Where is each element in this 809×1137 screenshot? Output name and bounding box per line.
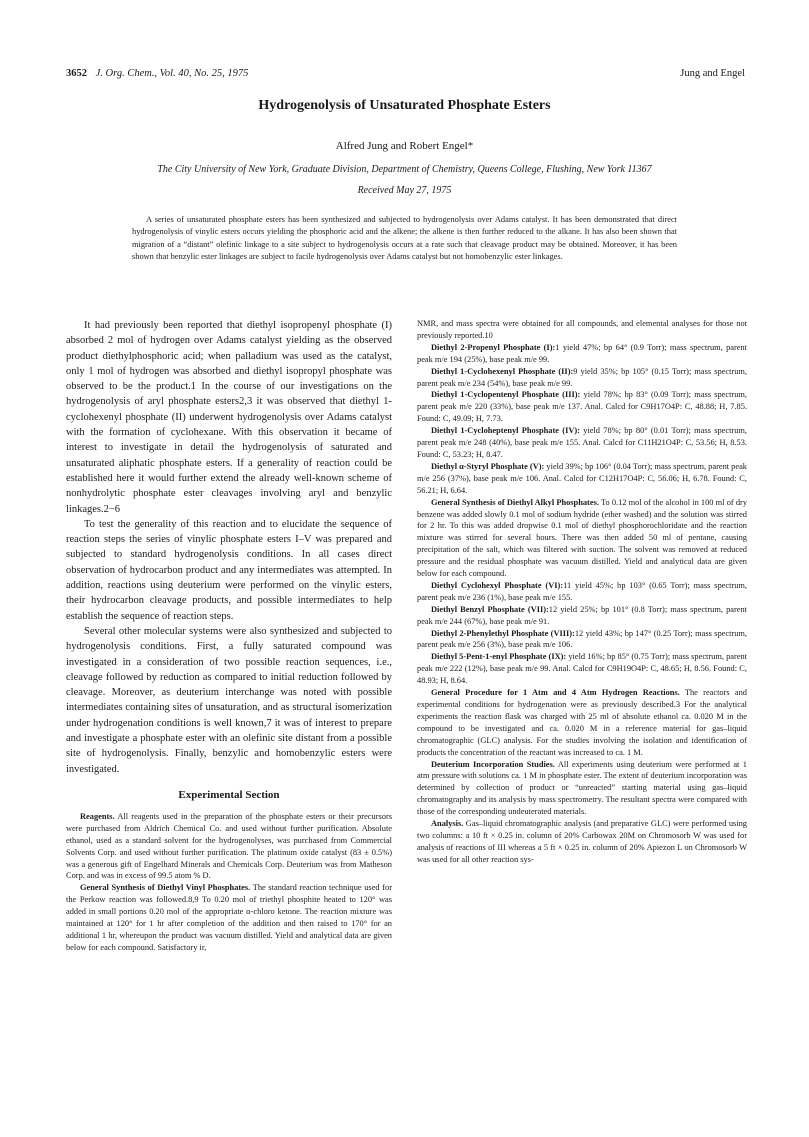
paragraph-heading: Diethyl 2-Phenylethyl Phosphate (VIII):: [431, 628, 575, 638]
page-header-left: [66, 68, 248, 79]
author-affiliation: The City University of New York, Graduate Division, Department of Chemistry, Queens College, Flushing, New York 11367: [157, 164, 652, 175]
compound-entry: [417, 425, 747, 461]
paragraph-heading: Analysis.: [431, 819, 464, 829]
received-date: Received May 27, 1975: [357, 185, 452, 196]
paragraph-body: 9 yield 35%; bp 105° (0.15 Torr); mass spectrum, parent peak m/e 234 (54%), base peak m/e 99.: [417, 366, 747, 388]
paragraph-heading: Diethyl Benzyl Phosphate (VII):: [431, 604, 549, 614]
compound-entry: [417, 580, 747, 604]
experimental-section-title: Experimental Section: [178, 788, 280, 801]
paragraph-heading: Diethyl 1-Cycloheptenyl Phosphate (IV):: [431, 426, 580, 436]
intro-paragraph: It had previously been reported that diethyl isopropenyl phosphate (I) absorbed 2 mol of hydrogen over Adams catalyst yielding as the observed product diethylphosphoric acid; when palladium was used as the catalyst, only 1 mol of hydrogen was absorbed and diethyl isopropyl phosphate was observed to be the product.1 In the course of our investigations on the hydrogenolysis of aryl phosphate esters2,3 it was observed that diethyl 1-cyclohexenyl phosphate (II) underwent hydrogenolysis over Adams catalyst with the formation of cyclohexane. With this observation it became of interest to investigate in detail the hydrogenolysis of saturated and unsaturated aliphatic phosphate esters. If a generality of reaction could be established here it would further extend the already well-known scheme of nonhydrolytic phosphate ester cleavages involving aryl and benzylic linkages.2−6: [66, 320, 392, 515]
paragraph-body: 11 yield 45%; bp 103° (0.65 Torr); mass spectrum, parent peak m/e 236 (1%), base peak m/e 155.: [417, 580, 747, 602]
compound-entry: [417, 389, 747, 425]
paragraph-body: 1 yield 47%; bp 64° (0.9 Torr); mass spectrum, parent peak m/e 194 (25%), base peak m/e 99.: [417, 342, 747, 364]
intro-paragraph: Several other molecular systems were also synthesized and subjected to hydrogenolysis conditions. First, a fully saturated compound was investigated in a consideration of two possible reaction sequences, i.e., cleavage followed by reduction as compared to initial reduction followed by cleavage. Moreover, as deuterium interchange was noted with possible intermediates containing sites of unsaturation, and as structural isomerization under hydrogenation conditions is well known,7 it was of interest to prepare and investigate a phosphate ester with an olefinic site distant from a possible site of hydrogenolysis. Finally, benzylic and homobenzylic esters were investigated.: [66, 625, 392, 775]
paragraph-body: All reagents used in the preparation of the phosphate esters or their precursors were purchased from Aldrich Chemical Co. and used without further purification. Absolute ethanol, used as a standard solvent for the hydrogenolyses, was purchased from Commercial Solvents Corp. and used without further purification. The platinum oxide catalyst (83 ± 0.5%) was a generous gift of Engelhard Minerals and Chemicals Corp. Deuterium was from Matheson Corp. and was in excess of 99.5 atom % D.: [66, 811, 392, 881]
paragraph-heading: Diethyl α-Styryl Phosphate (V):: [431, 461, 545, 471]
compound-entry: [417, 604, 747, 628]
procedure-paragraph: [417, 497, 747, 580]
procedure-paragraph: [417, 687, 747, 758]
compound-entry: [417, 366, 747, 390]
paragraph-body: 12 yield 25%; bp 101° (0.8 Torr); mass spectrum, parent peak m/e 244 (67%), base peak m/e 91.: [417, 604, 747, 626]
paragraph-heading: General Procedure for 1 Atm and 4 Atm Hydrogen Reactions.: [431, 688, 680, 698]
abstract-text: A series of unsaturated phosphate esters has been synthesized and subjected to hydrogenolysis over Adams catalyst. It has been demonstrated that direct hydrogenolysis of vinylic esters occurs yielding the phosphoric acid and the alkene; the alkene is then further reduced to the alkane. It has also been shown that migration of a “distant” olefinic linkage to a site subject to hydrogenolysis occurs at a rate such that cleavage product may be obtained. Moreover, it has been shown that benzylic ester linkages are subject to facile hydrogenolysis over Adams catalyst but not homobenzylic ester linkages.: [132, 215, 677, 261]
paragraph-heading: Reagents.: [80, 811, 115, 821]
paragraph-body: Gas–liquid chromatographic analysis (and preparative GLC) were performed using two columns: a 10 ft × 0.25 in. column of 20% Carbowax 20M on Chromosorb W was used for analysis of reactions of III whereas a 5 ft × 0.25 in. column of 20% Apiezon L on Chromosorb W was used for all other reaction sys-: [417, 819, 747, 864]
paragraph-heading: Diethyl 1-Cyclopentenyl Phosphate (III):: [431, 390, 581, 400]
paragraph-heading: Diethyl 1-Cyclohexenyl Phosphate (II):: [431, 366, 574, 376]
paragraph-body: yield 16%; bp 85° (0.75 Torr); mass spectrum, parent peak m/e 222 (12%), base peak m/e 99. Anal. Calcd for C9H19O4P: C, 48.65; H, 8.56. Found: C, 48.93; H, 8.64.: [417, 652, 747, 686]
experimental-paragraph: [417, 318, 747, 342]
paragraph-body: yield 78%; bp 83° (0.09 Torr); mass spectrum, parent peak m/e 220 (33%), base peak m/e 137. Anal. Calcd for C9H17O4P: C, 48.88; H, 7.85. Found: C, 49.09; H, 7.73.: [417, 390, 747, 424]
paragraph-heading: Diethyl 5-Pent-1-enyl Phosphate (IX):: [431, 652, 567, 662]
compound-entry: [417, 651, 747, 687]
paragraph-body: The standard reaction technique used for the Perkow reaction was followed.8,9 To 0.20 mol of triethyl phosphite heated to 120° was added in small portions 0.20 mol of the appropriate α-chloro ketone. The reaction mixture was maintained at 120° for 1 hr after completion of the addition and then raised to 170° for an additional 1 hr, whereupon the product was vacuum distilled. Yield and analytical data are given below for each compound. Satisfactory ir,: [66, 883, 393, 952]
experimental-paragraph: [66, 811, 392, 882]
procedure-paragraph: [417, 759, 747, 819]
paragraph-heading: Diethyl 2-Propenyl Phosphate (I):: [431, 342, 556, 352]
paragraph-body: NMR, and mass spectra were obtained for all compounds, and elemental analyses for those not previously reported.10: [417, 319, 747, 340]
paragraph-heading: General Synthesis of Diethyl Vinyl Phosphates.: [80, 883, 251, 893]
compound-entry: [417, 628, 747, 652]
paragraph-heading: General Synthesis of Diethyl Alkyl Phosphates.: [431, 497, 599, 507]
right-column: [417, 318, 747, 866]
paragraph-body: The reactors and experimental conditions for hydrogenation were as previously described.3 For the analytical experiments the reaction flask was charged with 25 ml of absolute ethanol ca. 0.020 M in the compound to be investigated and ca. 0.020 M in a reference material for gas–liquid chromatographic (GLC) analysis. For the studies involving the isolation and identification of products the concentration of the reactant was increased to ca. 1 M.: [417, 688, 747, 757]
article-title: Hydrogenolysis of Unsaturated Phosphate Esters: [258, 98, 551, 113]
compound-entry: [417, 461, 747, 497]
abstract: [132, 214, 677, 263]
article-authors: Alfred Jung and Robert Engel*: [335, 140, 474, 152]
left-column: [66, 318, 392, 954]
paragraph-heading: Diethyl Cyclohexyl Phosphate (VI):: [431, 580, 564, 590]
paragraph-body: yield 39%; bp 106° (0.04 Torr); mass spectrum, parent peak m/e 256 (37%), base peak m/e 106. Anal. Calcd for C12H17O4P: C, 56.06; H, 6.78. Found: C, 56.21; H, 6.64.: [417, 461, 747, 495]
paragraph-body: yield 78%; bp 80° (0.01 Torr); mass spectrum, parent peak m/e 248 (40%), base peak m/e 155. Anal. Calcd for C11H21O4P: C, 53.56; H, 8.53. Found: C, 53.23; H, 8.47.: [417, 426, 747, 459]
procedure-paragraph: [417, 818, 747, 866]
running-head: Jung and Engel: [680, 68, 745, 79]
paragraph-body: 12 yield 43%; bp 147° (0.25 Torr); mass spectrum, parent peak m/e 256 (3%), base peak m/e 106.: [417, 628, 747, 650]
page-number: 3652: [66, 68, 87, 79]
paragraph-heading: Deuterium Incorporation Studies.: [431, 759, 555, 769]
journal-citation: J. Org. Chem., Vol. 40, No. 25, 1975: [95, 68, 249, 79]
intro-paragraph: To test the generality of this reaction and to elucidate the sequence of reaction steps the series of vinylic phosphate esters I–V was prepared and subjected to standard hydrogenolysis conditions. In all cases direct observation of hydrocarbon product and any intermediates was attempted. In addition, reactions using deuterium were performed on the vinylic esters, their hydrocarbon cleavage products, and possible intermediates to help establish the sequence of reaction steps.: [66, 518, 392, 622]
paragraph-body: All experiments using deuterium were performed at 1 atm pressure with solutions ca. 1 M in phosphate ester. The extent of deuterium incorporation was determined by collection of product or “unreacted” starting material using gas–liquid chromatography and its analysis by mass spectrometry. The resultant spectra were compared with those of the corresponding undeuterated materials.: [417, 759, 747, 817]
paragraph-body: To 0.12 mol of the alcohol in 100 ml of dry benzene was added slowly 0.1 mol of sodium hydride (ether washed) and the solution was stirred for 2 hr. To this was added dropwise 0.1 mol of diethyl phosphorochloridate and the reaction mixture was stirred for several hours. There was then added 50 ml of pentane, causing precipitation of the salt, which was filtered with suction. The solvent was removed at reduced pressure and the residual phosphate was vacuum distilled. Yield and analytical data are given below for each compound.: [417, 497, 748, 579]
experimental-paragraph: [66, 882, 392, 953]
compound-entry: [417, 342, 747, 366]
